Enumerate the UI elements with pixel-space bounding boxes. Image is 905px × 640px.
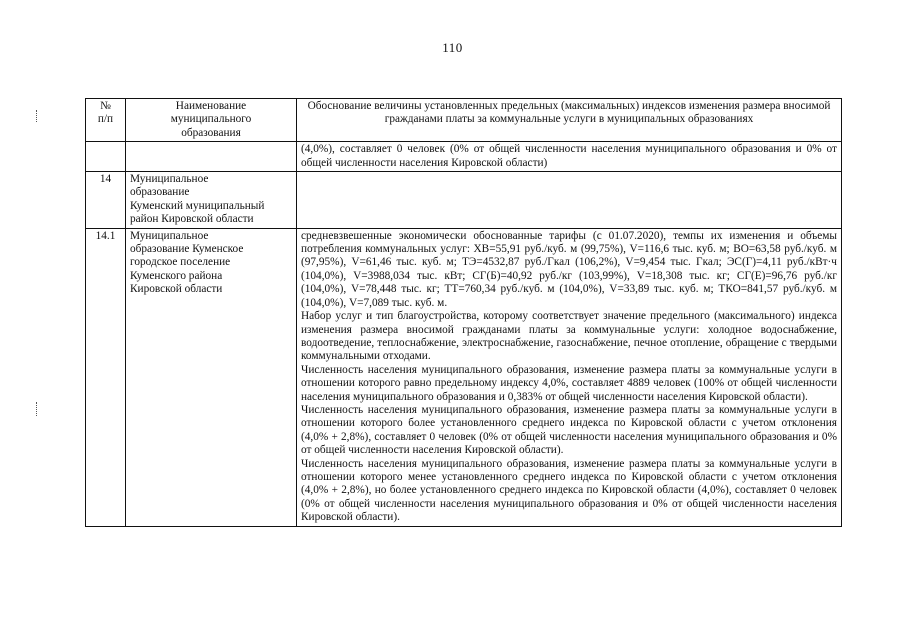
header-municipality-name: Наименование муниципального образования xyxy=(126,99,297,142)
margin-mark xyxy=(36,402,39,416)
table-header-row xyxy=(86,99,842,142)
basis-paragraph-population-between: Численность населения муниципального образования, изменение размера платы за коммунальные услуги в отношении которого менее установленного среднего индекса по Кировской области с учетом отклонения (4,0% + 2,8%), но более установленного среднего индекса по Кировской области (4,0%), составляет 0 человек (0% от общей численности населения муниципального образования и 0% от общей численности населения Кировской области). xyxy=(301,457,837,524)
row-basis xyxy=(297,228,842,526)
row-municipality-name: Муниципальное образование Куменский муниципальный район Кировской области xyxy=(126,172,297,229)
page-number: 110 xyxy=(442,40,463,55)
row-basis xyxy=(297,142,842,172)
basis-paragraph-tariffs: средневзвешенные экономически обоснованные тарифы (с 01.07.2020), темпы их изменения и объемы потребления коммунальных услуг: ХВ=55,91 руб./куб. м (99,75%), V=116,6 тыс. куб. м; ВО=63,58 руб./куб. м (97,95%), V=61,46 тыс. куб. м; ТЭ=4532,87 руб./Гкал (106,2%), V=9,454 тыс. Гкал; ЭС(Г)=4,11 руб./кВт·ч (104,0%), V=3988,034 тыс. кВт; СГ(Б)=40,92 руб./кг (103,99%), V=18,308 тыс. кг; СГ(Е)=96,76 руб./кг (104,0%), V=78,448 тыс. кг; ТТ=760,34 руб./куб. м (104,0%), V=33,89 тыс. куб. м; ТКО=841,57 руб./куб. м (104,0%), V=7,089 тыс. куб. м. xyxy=(301,229,837,309)
basis-paragraph-services: Набор услуг и тип благоустройства, которому соответствует значение предельного (максимального) индекса изменения размера вносимой гражданами платы за коммунальные услуги: холодное водоснабжение, водоотведение, теплоснабжение, электроснабжение, газоснабжение, печное отопление, обращение с твердыми коммунальными отходами. xyxy=(301,310,837,363)
row-number xyxy=(86,142,126,172)
tariff-table xyxy=(85,98,842,527)
basis-paragraph: (4,0%), составляет 0 человек (0% от общей численности населения муниципального образования и 0% от общей численности населения Кировской области) xyxy=(301,143,837,169)
row-number: 14.1 xyxy=(86,228,126,526)
margin-mark xyxy=(36,110,39,122)
row-municipality-name: Муниципальное образование Куменское городское поселение Куменского района Кировской области xyxy=(126,228,297,526)
table-row xyxy=(86,172,842,229)
table-row xyxy=(86,142,842,172)
row-municipality-name xyxy=(126,142,297,172)
header-number: № п/п xyxy=(86,99,126,142)
row-basis xyxy=(297,172,842,229)
basis-paragraph-population-equal: Численность населения муниципального образования, изменение размера платы за коммунальные услуги в отношении которого равно предельному индексу 4,0%, составляет 4889 человек (100% от общей численности населения муниципального образования и 0,383% от общей численности населения Кировской области). xyxy=(301,363,837,403)
basis-paragraph-population-above: Численность населения муниципального образования, изменение размера платы за коммунальные услуги в отношении которого более установленного среднего индекса по Кировской области с учетом отклонения (4,0% + 2,8%), составляет 0 человек (0% от общей численности населения муниципального образования и 0% от общей численности населения Кировской области). xyxy=(301,403,837,457)
row-number: 14 xyxy=(86,172,126,229)
header-basis: Обоснование величины установленных предельных (максимальных) индексов изменения размера вносимой гражданами платы за коммунальные услуги в муниципальных образованиях xyxy=(297,99,842,142)
table-row xyxy=(86,228,842,526)
